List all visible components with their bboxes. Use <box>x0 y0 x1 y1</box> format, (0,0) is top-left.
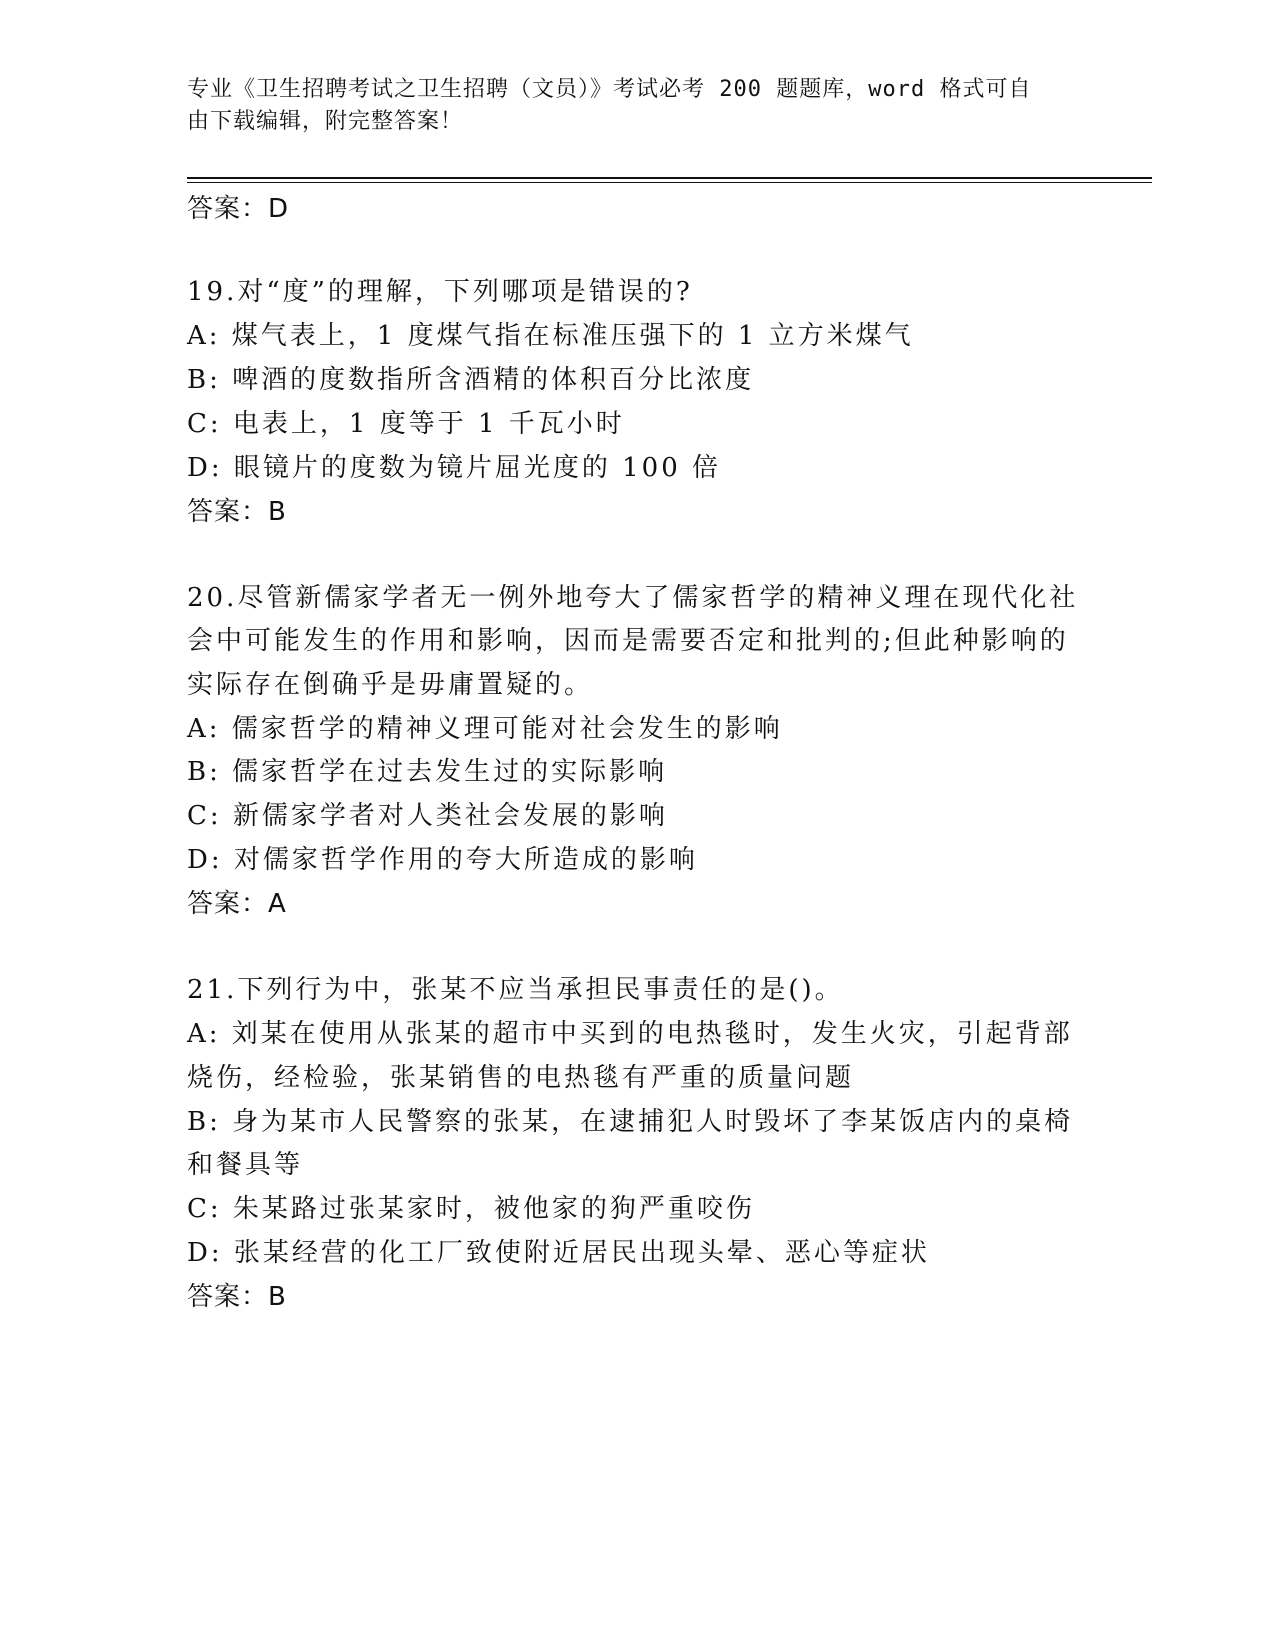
option-a: A: 刘某在使用从张某的超市中买到的电热毯时，发生火灾，引起背部 <box>187 1019 1073 1049</box>
option-a: A: 煤气表上，1 度煤气指在标准压强下的 1 立方米煤气 <box>187 321 914 351</box>
answer-line: 答案：B <box>187 1282 287 1312</box>
option-d: D: 对儒家哲学作用的夸大所造成的影响 <box>187 845 698 875</box>
option-c: C: 朱某路过张某家时，被他家的狗严重咬伤 <box>187 1194 755 1224</box>
answer-line: 答案：B <box>187 497 287 527</box>
option-a: A: 儒家哲学的精神义理可能对社会发生的影响 <box>187 714 783 744</box>
question-stem: 实际存在倒确乎是毋庸置疑的。 <box>187 670 594 700</box>
answer-line: 答案：A <box>187 889 287 919</box>
option-c: C: 电表上，1 度等于 1 千瓦小时 <box>187 409 625 439</box>
option-a-continued: 烧伤，经检验，张某销售的电热毯有严重的质量问题 <box>187 1063 855 1093</box>
option-b: B: 啤酒的度数指所含酒精的体积百分比浓度 <box>187 365 755 395</box>
option-b: B: 身为某市人民警察的张某，在逮捕犯人时毁坏了李某饭店内的桌椅 <box>187 1107 1074 1137</box>
option-b: B: 儒家哲学在过去发生过的实际影响 <box>187 757 668 787</box>
question-stem: 20.尽管新儒家学者无一例外地夸大了儒家哲学的精神义理在现代化社 <box>187 583 1079 613</box>
option-c: C: 新儒家学者对人类社会发展的影响 <box>187 801 668 831</box>
answer-line: 答案：D <box>187 194 290 224</box>
question-stem: 会中可能发生的作用和影响，因而是需要否定和批判的;但此种影响的 <box>187 626 1069 656</box>
header-divider <box>187 177 1152 179</box>
header-line: 专业《卫生招聘考试之卫生招聘（文员）》考试必考 200 题题库，word 格式可自 <box>187 77 1032 102</box>
option-d: D: 眼镜片的度数为镜片屈光度的 100 倍 <box>187 453 722 483</box>
document-header <box>187 74 1067 138</box>
header-line: 由下载编辑，附完整答案！ <box>187 109 464 134</box>
question-stem: 21.下列行为中，张某不应当承担民事责任的是()。 <box>187 975 844 1005</box>
question-stem: 19.对“度”的理解，下列哪项是错误的? <box>187 277 693 307</box>
option-d: D: 张某经营的化工厂致使附近居民出现头晕、恶心等症状 <box>187 1238 930 1268</box>
header-divider <box>187 182 1152 183</box>
option-b-continued: 和餐具等 <box>187 1150 304 1180</box>
